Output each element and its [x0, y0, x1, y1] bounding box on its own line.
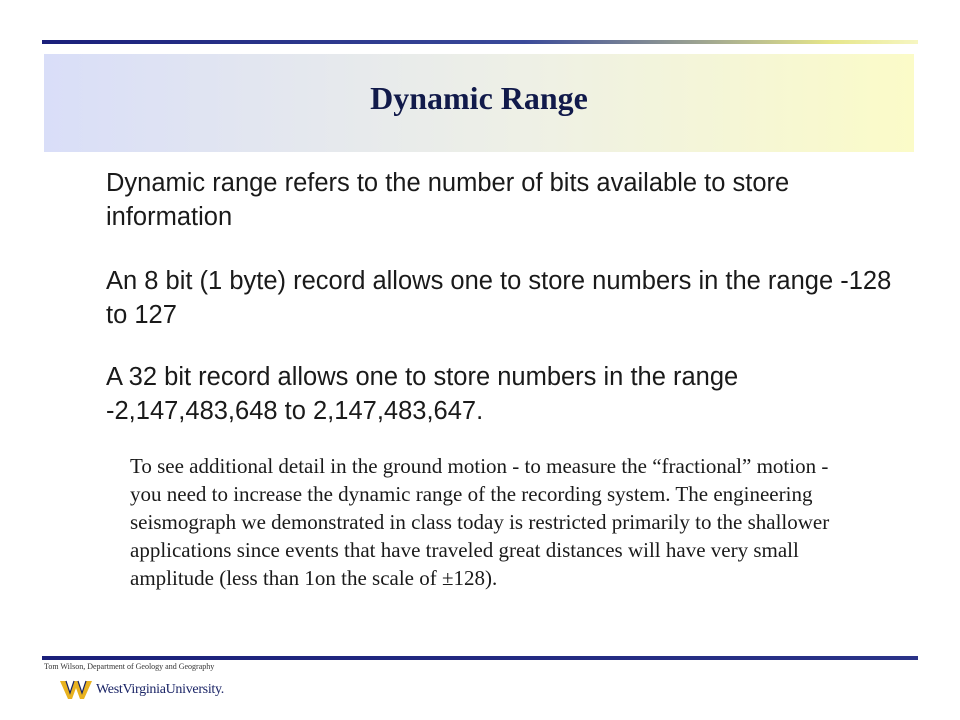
university-logo — [60, 676, 224, 704]
logo-text: WestVirginiaUniversity. — [96, 682, 225, 697]
bullet-3: A 32 bit record allows one to store numbers in the range -2,147,483,648 to 2,147,483,647. — [106, 363, 739, 425]
top-divider — [42, 40, 918, 44]
bullet-1: Dynamic range refers to the number of bits available to store information — [106, 169, 790, 231]
bullet-2: An 8 bit (1 byte) record allows one to store numbers in the range -128 to 127 — [106, 267, 892, 329]
author-credit: Tom Wilson, Department of Geology and Geography — [44, 662, 215, 671]
note-paragraph: To see additional detail in the ground motion - to measure the “fractional” motion - you need to increase the dynamic range of the recording system. The engineering seismograph we demonstrated in class today is restricted primarily to the shallower applications since events that have traveled great distances will have very small amplitude (less than 1on the scale of ±128). — [130, 454, 830, 590]
wv-logo-icon — [60, 679, 92, 701]
slide-title: Dynamic Range — [370, 80, 588, 116]
bottom-divider — [42, 656, 918, 660]
title-band — [44, 54, 914, 152]
